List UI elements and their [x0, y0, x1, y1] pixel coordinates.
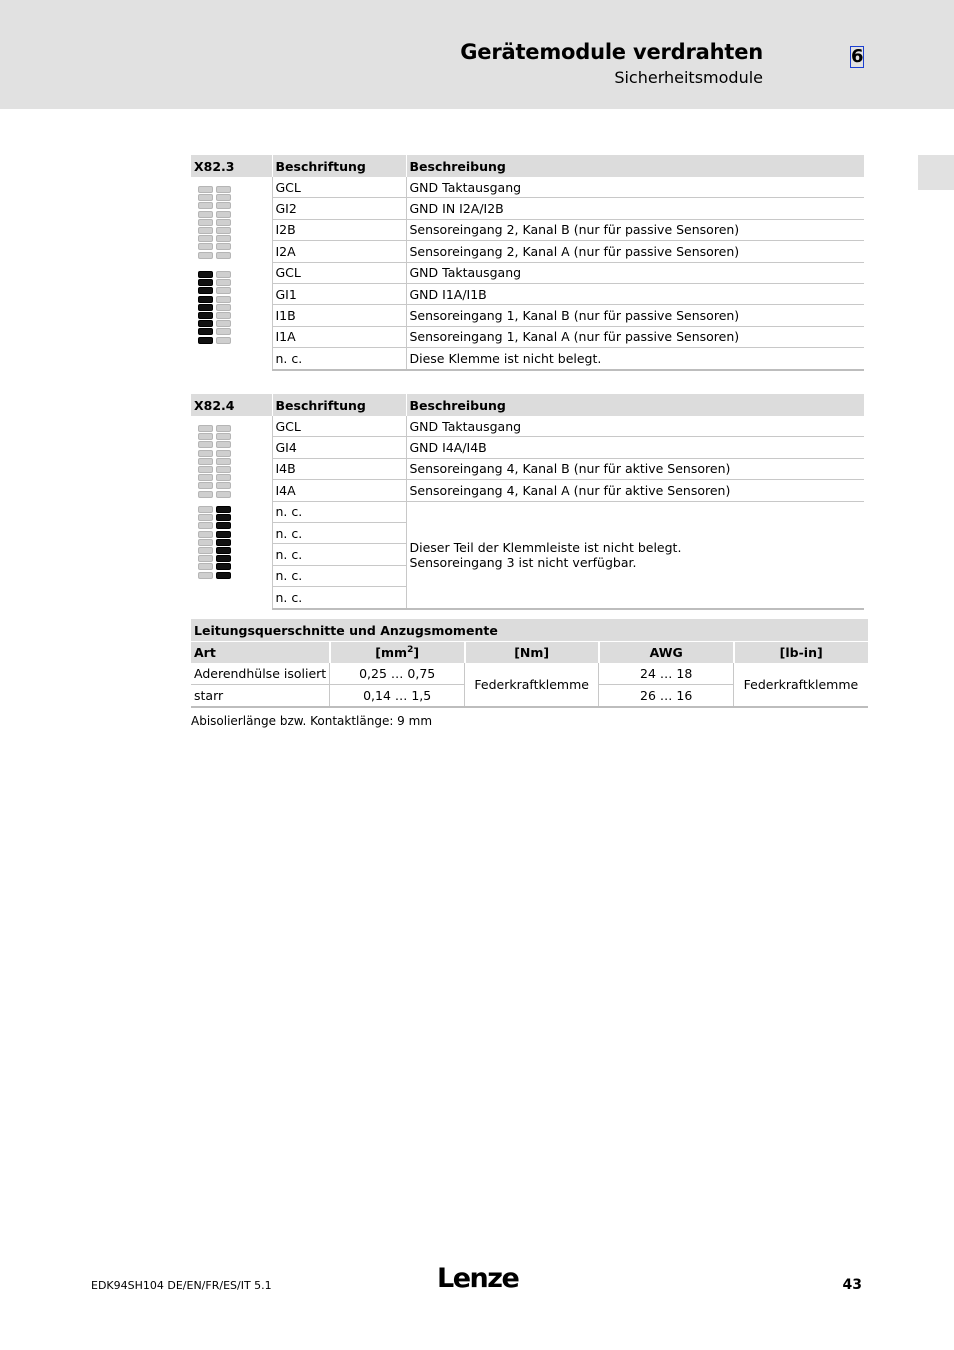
terminal-label: n. c. [272, 501, 406, 522]
table-caption: Leitungsquerschnitte und Anzugsmomente [191, 619, 868, 642]
terminal-label: GI1 [272, 283, 406, 304]
column-header-art: Art [191, 642, 330, 664]
terminal-contact-icon [197, 433, 233, 441]
terminal-table-x82-4 [191, 394, 864, 610]
table-row [191, 241, 864, 262]
terminal-label: I1A [272, 326, 406, 347]
terminal-table-x82-3 [191, 155, 864, 371]
footer-document-code: EDK94SH104 DE/EN/FR/ES/IT 5.1 [91, 1279, 272, 1292]
terminal-contact-icon [197, 279, 233, 287]
terminal-contact-icon [197, 441, 233, 449]
terminal-label: n. c. [272, 348, 406, 370]
terminal-contact-icon [197, 243, 233, 251]
terminal-contact-icon [197, 539, 233, 547]
table-row [191, 663, 868, 685]
merged-description [406, 501, 864, 608]
column-header-label: Beschriftung [272, 155, 406, 177]
table-row [191, 198, 864, 219]
terminal-description: Sensoreingang 2, Kanal A (nur für passive Sensoren) [406, 241, 864, 262]
cell-art: starr [191, 685, 330, 708]
terminal-description: Sensoreingang 4, Kanal A (nur für aktive Sensoren) [406, 480, 864, 501]
table-row [191, 480, 864, 501]
table-row [191, 348, 864, 370]
merged-description-line: Sensoreingang 3 ist nicht verfügbar. [409, 554, 637, 570]
terminal-contact-icon [197, 563, 233, 571]
table-row [191, 437, 864, 458]
column-header-awg: AWG [599, 642, 734, 664]
terminal-contact-icon [197, 531, 233, 539]
table-row [191, 458, 864, 479]
terminal-label: I4A [272, 480, 406, 501]
terminal-contact-icon [197, 506, 233, 514]
terminal-contact-icon [197, 572, 233, 580]
cell-mm2: 0,14 … 1,5 [330, 685, 465, 708]
terminal-description: Diese Klemme ist nicht belegt. [406, 348, 864, 370]
terminal-contact-icon [197, 474, 233, 482]
table-row [191, 326, 864, 347]
terminal-label: n. c. [272, 544, 406, 565]
table-row [191, 283, 864, 304]
cell-awg: 26 … 16 [599, 685, 734, 708]
terminal-contact-icon [197, 235, 233, 243]
terminal-label: GCL [272, 262, 406, 283]
terminal-contact-icon [197, 466, 233, 474]
terminal-strip-illustration-x82-4 [191, 416, 272, 609]
terminal-label: I2B [272, 219, 406, 240]
terminal-label: n. c. [272, 587, 406, 609]
page-header [0, 0, 954, 109]
terminal-description: GND Taktausgang [406, 262, 864, 283]
terminal-contact-icon [197, 450, 233, 458]
terminal-contact-icon [197, 522, 233, 530]
stripping-length-note: Abisolierlänge bzw. Kontaktlänge: 9 mm [191, 714, 433, 728]
terminal-description: Sensoreingang 4, Kanal B (nur für aktive Sensoren) [406, 458, 864, 479]
table-row [191, 177, 864, 198]
page-number: 43 [842, 1277, 862, 1293]
terminal-contact-icon [197, 320, 233, 328]
lenze-logo: Lenze [437, 1263, 519, 1294]
cell-art: Aderendhülse isoliert [191, 663, 330, 685]
terminal-description: Sensoreingang 1, Kanal B (nur für passive Sensoren) [406, 305, 864, 326]
terminal-description: GND I1A/I1B [406, 283, 864, 304]
terminal-label: I1B [272, 305, 406, 326]
column-header-description: Beschreibung [406, 155, 864, 177]
column-header-terminal: X82.3 [191, 155, 272, 177]
terminal-description: GND IN I2A/I2B [406, 198, 864, 219]
column-header-lbin: [lb-in] [734, 642, 868, 664]
column-header-terminal: X82.4 [191, 394, 272, 416]
terminal-contact-icon [197, 337, 233, 345]
terminal-contact-icon [197, 271, 233, 279]
terminal-contact-icon [197, 514, 233, 522]
cell-mm2: 0,25 … 0,75 [330, 663, 465, 685]
terminal-label: n. c. [272, 565, 406, 586]
terminal-contact-icon [197, 425, 233, 433]
terminal-contact-icon [197, 491, 233, 499]
terminal-label: n. c. [272, 522, 406, 543]
column-header-description: Beschreibung [406, 394, 864, 416]
terminal-contact-icon [197, 287, 233, 295]
table-row [191, 262, 864, 283]
table-row [191, 305, 864, 326]
terminal-description: GND Taktausgang [406, 177, 864, 198]
page-subtitle: Sicherheitsmodule [614, 68, 763, 87]
terminal-label: GI4 [272, 437, 406, 458]
cell-awg: 24 … 18 [599, 663, 734, 685]
terminal-contact-icon [197, 252, 233, 260]
column-header-label: Beschriftung [272, 394, 406, 416]
terminal-contact-icon [197, 328, 233, 336]
terminal-contact-icon [197, 458, 233, 466]
wire-cross-section-table [191, 619, 868, 708]
column-header-nm: [Nm] [465, 642, 599, 664]
side-tab-marker [918, 155, 954, 190]
page-title: Gerätemodule verdrahten [460, 40, 763, 64]
merged-description-line: Dieser Teil der Klemmleiste ist nicht belegt. [409, 539, 682, 555]
terminal-contact-icon [197, 186, 233, 194]
terminal-contact-icon [197, 194, 233, 202]
terminal-label: GCL [272, 416, 406, 437]
table-row [191, 219, 864, 240]
terminal-description: GND Taktausgang [406, 416, 864, 437]
terminal-description: GND I4A/I4B [406, 437, 864, 458]
cell-lbin: Federkraftklemme [734, 663, 868, 707]
terminal-contact-icon [197, 555, 233, 563]
table-row [191, 501, 864, 522]
terminal-strip-illustration-x82-3 [191, 177, 272, 370]
terminal-label: I2A [272, 241, 406, 262]
terminal-contact-icon [197, 304, 233, 312]
column-header-mm2: $[mm^2]$ [330, 642, 465, 664]
terminal-label: GCL [272, 177, 406, 198]
terminal-description: Sensoreingang 2, Kanal B (nur für passive Sensoren) [406, 219, 864, 240]
terminal-contact-icon [197, 211, 233, 219]
terminal-contact-icon [197, 547, 233, 555]
terminal-contact-icon [197, 296, 233, 304]
terminal-contact-icon [197, 202, 233, 210]
chapter-number[interactable]: 6 [851, 46, 864, 67]
terminal-description: Sensoreingang 1, Kanal A (nur für passive Sensoren) [406, 326, 864, 347]
terminal-label: I4B [272, 458, 406, 479]
terminal-contact-icon [197, 482, 233, 490]
cell-nm: Federkraftklemme [465, 663, 599, 707]
terminal-contact-icon [197, 312, 233, 320]
table-row [191, 416, 864, 437]
terminal-contact-icon [197, 227, 233, 235]
terminal-label: GI2 [272, 198, 406, 219]
terminal-contact-icon [197, 219, 233, 227]
